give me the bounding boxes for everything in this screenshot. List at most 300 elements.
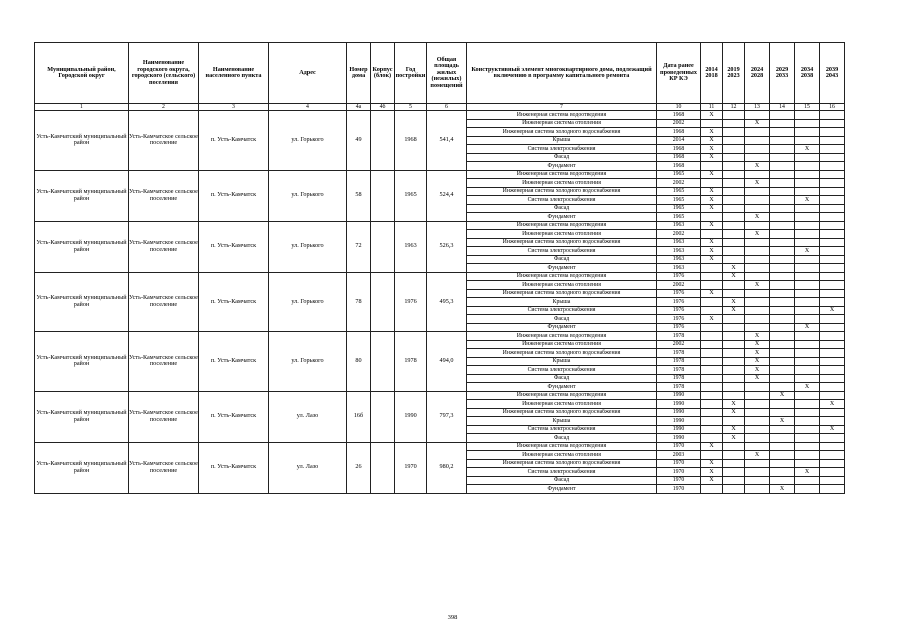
period-cell <box>701 264 723 273</box>
period-cell: X <box>701 289 723 298</box>
period-cell <box>820 451 845 460</box>
period-cell <box>701 281 723 290</box>
period-cell <box>795 136 820 145</box>
prior-repair-date-cell: 1976 <box>657 272 701 281</box>
period-cell <box>820 476 845 485</box>
period-cell <box>795 315 820 324</box>
period-cell <box>820 179 845 188</box>
district-cell: Усть-Камчатский муниципальный район <box>35 170 129 221</box>
settlement-cell: Усть-Камчатское сельское поселение <box>129 111 199 171</box>
block-cell <box>371 221 395 272</box>
district-cell: Усть-Камчатский муниципальный район <box>35 221 129 272</box>
period-cell: X <box>701 221 723 230</box>
locality-cell: п. Усть-Камчатск <box>199 272 269 332</box>
district-cell: Усть-Камчатский муниципальный район <box>35 391 129 442</box>
period-cell <box>745 425 770 434</box>
header-cell: 2034 2038 <box>795 43 820 104</box>
period-cell <box>745 476 770 485</box>
element-name-cell: Инженерная система отопления <box>467 179 657 188</box>
element-name-cell: Инженерная система водоотведения <box>467 332 657 341</box>
period-cell <box>745 264 770 273</box>
element-name-cell: Фундамент <box>467 213 657 222</box>
period-cell <box>701 230 723 239</box>
period-cell <box>770 451 795 460</box>
area-cell: 980,2 <box>427 442 467 493</box>
period-cell <box>745 298 770 307</box>
prior-repair-date-cell: 1990 <box>657 434 701 443</box>
prior-repair-date-cell: 1963 <box>657 247 701 256</box>
period-cell <box>795 281 820 290</box>
period-cell <box>723 162 745 171</box>
period-cell <box>770 145 795 154</box>
period-cell: X <box>701 459 723 468</box>
element-name-cell: Крыша <box>467 298 657 307</box>
period-cell <box>770 468 795 477</box>
period-cell <box>770 179 795 188</box>
column-number: 10 <box>657 104 701 111</box>
period-cell <box>723 230 745 239</box>
table-row <box>35 111 845 120</box>
element-name-cell: Инженерная система холодного водоснабжения <box>467 238 657 247</box>
period-cell <box>745 272 770 281</box>
period-cell <box>745 417 770 426</box>
period-cell <box>701 434 723 443</box>
period-cell <box>795 417 820 426</box>
period-cell <box>820 434 845 443</box>
period-cell <box>745 459 770 468</box>
prior-repair-date-cell: 1970 <box>657 468 701 477</box>
period-cell <box>701 272 723 281</box>
period-cell <box>701 366 723 375</box>
period-cell: X <box>795 247 820 256</box>
period-cell: X <box>723 400 745 409</box>
header-cell: Год постройки <box>395 43 427 104</box>
period-cell: X <box>745 179 770 188</box>
prior-repair-date-cell: 1965 <box>657 196 701 205</box>
column-number: 5 <box>395 104 427 111</box>
settlement-cell: Усть-Камчатское сельское поселение <box>129 170 199 221</box>
period-cell <box>795 349 820 358</box>
period-cell: X <box>745 213 770 222</box>
prior-repair-date-cell: 1965 <box>657 170 701 179</box>
locality-cell: п. Усть-Камчатск <box>199 221 269 272</box>
period-cell <box>795 374 820 383</box>
period-cell <box>820 247 845 256</box>
prior-repair-date-cell: 2014 <box>657 136 701 145</box>
period-cell: X <box>701 468 723 477</box>
header-cell: 2029 2033 <box>770 43 795 104</box>
prior-repair-date-cell: 1978 <box>657 332 701 341</box>
period-cell <box>770 230 795 239</box>
district-cell: Усть-Камчатский муниципальный район <box>35 272 129 332</box>
period-cell <box>770 298 795 307</box>
area-cell: 541,4 <box>427 111 467 171</box>
period-cell <box>770 425 795 434</box>
header-cell: Корпус (блок) <box>371 43 395 104</box>
period-cell <box>795 128 820 137</box>
block-cell <box>371 442 395 493</box>
element-name-cell: Фасад <box>467 204 657 213</box>
period-cell <box>795 170 820 179</box>
period-cell <box>701 349 723 358</box>
period-cell <box>701 425 723 434</box>
period-cell <box>723 468 745 477</box>
period-cell <box>820 417 845 426</box>
element-name-cell: Система электроснабжения <box>467 247 657 256</box>
prior-repair-date-cell: 1976 <box>657 289 701 298</box>
period-cell <box>770 434 795 443</box>
period-cell <box>723 332 745 341</box>
period-cell <box>770 340 795 349</box>
period-cell <box>795 391 820 400</box>
period-cell <box>820 230 845 239</box>
build-year-cell: 1978 <box>395 332 427 392</box>
header-cell: 2019 2023 <box>723 43 745 104</box>
prior-repair-date-cell: 1976 <box>657 306 701 315</box>
column-number: 4а <box>347 104 371 111</box>
period-cell: X <box>745 119 770 128</box>
prior-repair-date-cell: 1990 <box>657 425 701 434</box>
period-cell <box>723 366 745 375</box>
period-cell: X <box>820 306 845 315</box>
period-cell: X <box>701 153 723 162</box>
column-number-row <box>35 104 845 111</box>
period-cell <box>701 485 723 494</box>
period-cell <box>770 476 795 485</box>
period-cell <box>820 383 845 392</box>
header-cell: Наименование городского округа, городского (сельского) поселения <box>129 43 199 104</box>
table-row <box>35 442 845 451</box>
period-cell <box>723 111 745 120</box>
period-cell <box>770 238 795 247</box>
table-row <box>35 391 845 400</box>
period-cell <box>820 221 845 230</box>
period-cell <box>770 408 795 417</box>
period-cell <box>820 196 845 205</box>
period-cell <box>701 400 723 409</box>
period-cell <box>745 442 770 451</box>
period-cell <box>770 119 795 128</box>
period-cell: X <box>795 323 820 332</box>
period-cell <box>795 272 820 281</box>
build-year-cell: 1976 <box>395 272 427 332</box>
prior-repair-date-cell: 1963 <box>657 221 701 230</box>
period-cell <box>820 340 845 349</box>
period-cell: X <box>723 272 745 281</box>
period-cell <box>701 340 723 349</box>
period-cell <box>795 408 820 417</box>
district-cell: Усть-Камчатский муниципальный район <box>35 111 129 171</box>
period-cell: X <box>701 170 723 179</box>
address-cell: ул. Горького <box>269 272 347 332</box>
prior-repair-date-cell: 1963 <box>657 238 701 247</box>
period-cell <box>795 221 820 230</box>
period-cell: X <box>701 145 723 154</box>
prior-repair-date-cell: 2002 <box>657 340 701 349</box>
period-cell <box>723 281 745 290</box>
period-cell: X <box>723 264 745 273</box>
period-cell <box>745 128 770 137</box>
period-cell <box>795 340 820 349</box>
element-name-cell: Инженерная система холодного водоснабжения <box>467 408 657 417</box>
period-cell <box>745 170 770 179</box>
period-cell <box>820 315 845 324</box>
element-name-cell: Инженерная система отопления <box>467 230 657 239</box>
district-cell: Усть-Камчатский муниципальный район <box>35 442 129 493</box>
period-cell <box>701 298 723 307</box>
period-cell <box>795 153 820 162</box>
column-number: 4 <box>269 104 347 111</box>
period-cell <box>770 128 795 137</box>
period-cell <box>723 357 745 366</box>
period-cell <box>820 289 845 298</box>
prior-repair-date-cell: 1968 <box>657 111 701 120</box>
period-cell <box>701 417 723 426</box>
area-cell: 495,3 <box>427 272 467 332</box>
period-cell: X <box>701 187 723 196</box>
element-name-cell: Система электроснабжения <box>467 468 657 477</box>
period-cell <box>723 383 745 392</box>
period-cell <box>701 451 723 460</box>
period-cell <box>701 179 723 188</box>
period-cell <box>795 400 820 409</box>
locality-cell: п. Усть-Камчатск <box>199 442 269 493</box>
period-cell: X <box>701 196 723 205</box>
header-cell: Адрес <box>269 43 347 104</box>
period-cell <box>820 145 845 154</box>
period-cell <box>770 272 795 281</box>
period-cell <box>820 264 845 273</box>
prior-repair-date-cell: 1976 <box>657 323 701 332</box>
build-year-cell: 1970 <box>395 442 427 493</box>
period-cell: X <box>723 434 745 443</box>
settlement-cell: Усть-Камчатское сельское поселение <box>129 221 199 272</box>
district-cell: Усть-Камчатский муниципальный район <box>35 332 129 392</box>
period-cell <box>820 408 845 417</box>
period-cell: X <box>745 332 770 341</box>
period-cell: X <box>723 408 745 417</box>
period-cell <box>701 119 723 128</box>
prior-repair-date-cell: 1970 <box>657 485 701 494</box>
period-cell <box>723 476 745 485</box>
period-cell: X <box>745 162 770 171</box>
prior-repair-date-cell: 1970 <box>657 476 701 485</box>
element-name-cell: Фасад <box>467 153 657 162</box>
area-cell: 494,0 <box>427 332 467 392</box>
period-cell <box>820 332 845 341</box>
period-cell <box>795 357 820 366</box>
period-cell <box>820 442 845 451</box>
period-cell <box>795 434 820 443</box>
header-cell: 2024 2028 <box>745 43 770 104</box>
prior-repair-date-cell: 1965 <box>657 213 701 222</box>
period-cell: X <box>745 451 770 460</box>
prior-repair-date-cell: 1963 <box>657 264 701 273</box>
column-number: 11 <box>701 104 723 111</box>
element-name-cell: Инженерная система водоотведения <box>467 111 657 120</box>
period-cell <box>745 391 770 400</box>
block-cell <box>371 332 395 392</box>
element-name-cell: Инженерная система отопления <box>467 340 657 349</box>
prior-repair-date-cell: 1965 <box>657 187 701 196</box>
period-cell: X <box>795 145 820 154</box>
area-cell: 797,3 <box>427 391 467 442</box>
header-cell: 2039 2043 <box>820 43 845 104</box>
period-cell <box>723 145 745 154</box>
prior-repair-date-cell: 1978 <box>657 349 701 358</box>
prior-repair-date-cell: 1990 <box>657 417 701 426</box>
period-cell: X <box>770 485 795 494</box>
header-cell: Муниципальный район, Городской округ <box>35 43 129 104</box>
element-name-cell: Инженерная система холодного водоснабжения <box>467 459 657 468</box>
period-cell <box>770 289 795 298</box>
address-cell: ул. Горького <box>269 111 347 171</box>
period-cell: X <box>701 128 723 137</box>
period-cell <box>820 272 845 281</box>
column-number: 12 <box>723 104 745 111</box>
period-cell <box>795 332 820 341</box>
build-year-cell: 1990 <box>395 391 427 442</box>
period-cell <box>745 434 770 443</box>
locality-cell: п. Усть-Камчатск <box>199 111 269 171</box>
period-cell <box>745 408 770 417</box>
build-year-cell: 1963 <box>395 221 427 272</box>
period-cell <box>795 451 820 460</box>
header-cell: Дата ранее проведенных КР КЭ <box>657 43 701 104</box>
period-cell <box>770 153 795 162</box>
block-cell <box>371 272 395 332</box>
column-number: 7 <box>467 104 657 111</box>
period-cell <box>723 221 745 230</box>
period-cell: X <box>701 204 723 213</box>
column-number: 13 <box>745 104 770 111</box>
prior-repair-date-cell: 1970 <box>657 442 701 451</box>
period-cell: X <box>745 357 770 366</box>
period-cell <box>723 204 745 213</box>
element-name-cell: Система электроснабжения <box>467 425 657 434</box>
house-number-cell: 72 <box>347 221 371 272</box>
period-cell <box>723 289 745 298</box>
period-cell <box>701 323 723 332</box>
period-cell <box>745 468 770 477</box>
period-cell <box>820 153 845 162</box>
repair-program-table <box>34 42 845 494</box>
period-cell <box>701 332 723 341</box>
period-cell <box>820 128 845 137</box>
period-cell <box>795 306 820 315</box>
prior-repair-date-cell: 1970 <box>657 459 701 468</box>
build-year-cell: 1968 <box>395 111 427 171</box>
period-cell <box>820 298 845 307</box>
element-name-cell: Фундамент <box>467 323 657 332</box>
period-cell <box>770 136 795 145</box>
header-cell: Наименование населенного пункта <box>199 43 269 104</box>
house-number-cell: 26 <box>347 442 371 493</box>
period-cell: X <box>745 281 770 290</box>
period-cell <box>820 349 845 358</box>
prior-repair-date-cell: 1990 <box>657 391 701 400</box>
period-cell <box>820 391 845 400</box>
period-cell <box>820 357 845 366</box>
period-cell <box>770 400 795 409</box>
period-cell: X <box>701 238 723 247</box>
locality-cell: п. Усть-Камчатск <box>199 332 269 392</box>
period-cell: X <box>723 306 745 315</box>
element-name-cell: Инженерная система водоотведения <box>467 272 657 281</box>
house-number-cell: 78 <box>347 272 371 332</box>
period-cell: X <box>745 340 770 349</box>
period-cell <box>723 485 745 494</box>
element-name-cell: Крыша <box>467 136 657 145</box>
prior-repair-date-cell: 1963 <box>657 255 701 264</box>
period-cell <box>723 340 745 349</box>
period-cell <box>745 383 770 392</box>
period-cell <box>795 298 820 307</box>
prior-repair-date-cell: 1978 <box>657 366 701 375</box>
column-number: 1 <box>35 104 129 111</box>
period-cell <box>701 306 723 315</box>
column-number: 15 <box>795 104 820 111</box>
period-cell <box>701 162 723 171</box>
period-cell: X <box>701 111 723 120</box>
period-cell: X <box>745 366 770 375</box>
period-cell <box>723 187 745 196</box>
element-name-cell: Инженерная система отопления <box>467 281 657 290</box>
period-cell <box>723 196 745 205</box>
period-cell <box>795 366 820 375</box>
period-cell <box>701 383 723 392</box>
period-cell <box>745 255 770 264</box>
period-cell <box>770 264 795 273</box>
period-cell <box>820 485 845 494</box>
period-cell <box>723 179 745 188</box>
prior-repair-date-cell: 1968 <box>657 128 701 137</box>
period-cell <box>820 170 845 179</box>
period-cell <box>795 485 820 494</box>
period-cell <box>745 153 770 162</box>
element-name-cell: Фасад <box>467 315 657 324</box>
period-cell: X <box>745 374 770 383</box>
period-cell <box>770 213 795 222</box>
period-cell <box>820 374 845 383</box>
element-name-cell: Инженерная система холодного водоснабжения <box>467 289 657 298</box>
prior-repair-date-cell: 1978 <box>657 383 701 392</box>
element-name-cell: Инженерная система отопления <box>467 451 657 460</box>
period-cell: X <box>770 417 795 426</box>
period-cell: X <box>745 349 770 358</box>
period-cell <box>770 383 795 392</box>
period-cell <box>820 366 845 375</box>
period-cell <box>795 230 820 239</box>
house-number-cell: 58 <box>347 170 371 221</box>
period-cell: X <box>795 468 820 477</box>
period-cell <box>795 442 820 451</box>
column-number: 3 <box>199 104 269 111</box>
element-name-cell: Инженерная система водоотведения <box>467 442 657 451</box>
period-cell: X <box>701 255 723 264</box>
period-cell: X <box>723 425 745 434</box>
prior-repair-date-cell: 1990 <box>657 408 701 417</box>
period-cell: X <box>770 391 795 400</box>
period-cell <box>723 391 745 400</box>
element-name-cell: Инженерная система холодного водоснабжения <box>467 349 657 358</box>
column-number: 6 <box>427 104 467 111</box>
period-cell: X <box>701 476 723 485</box>
element-name-cell: Инженерная система водоотведения <box>467 221 657 230</box>
period-cell <box>745 238 770 247</box>
locality-cell: п. Усть-Камчатск <box>199 170 269 221</box>
period-cell <box>770 281 795 290</box>
